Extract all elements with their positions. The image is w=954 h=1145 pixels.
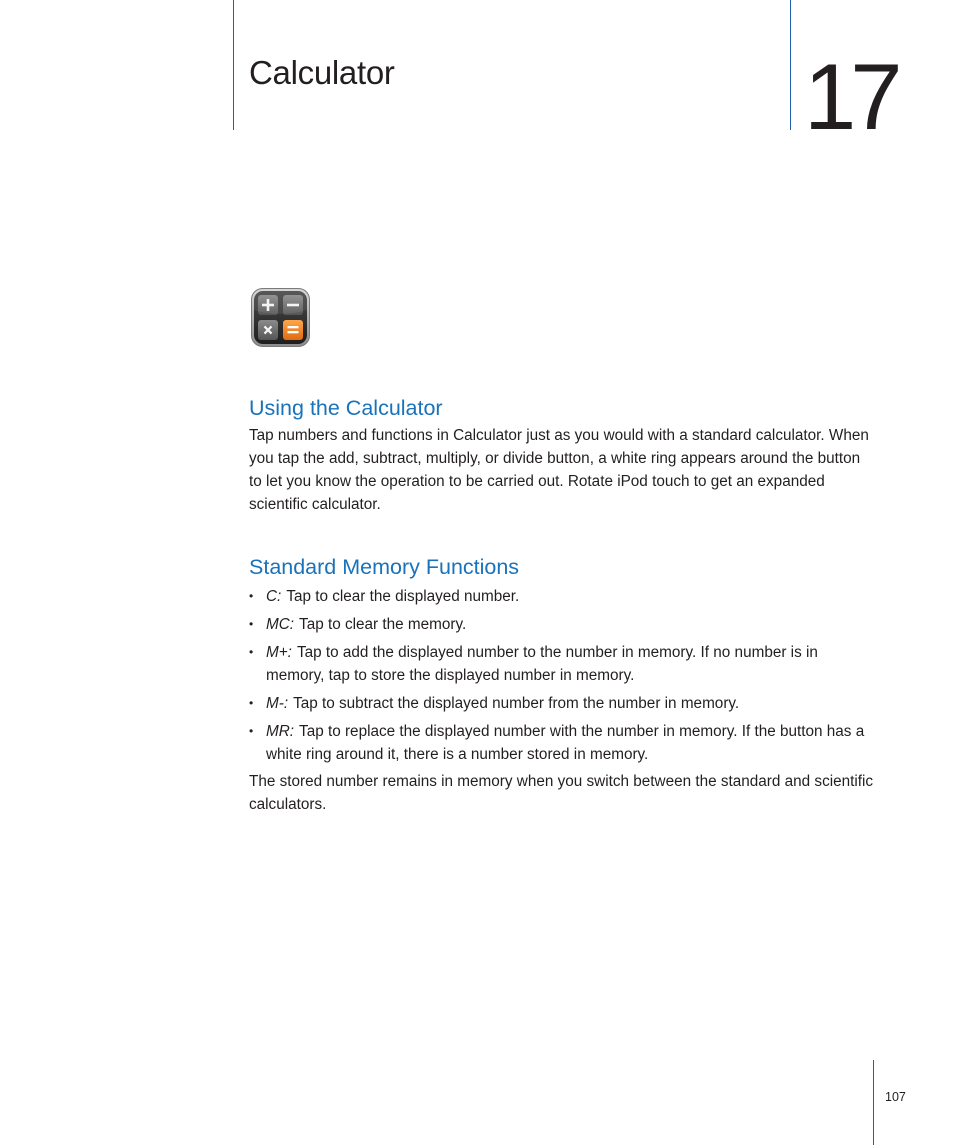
calculator-icon (251, 288, 310, 347)
equals-key (283, 320, 303, 340)
chapter-rule-left (233, 0, 234, 130)
page-number: 107 (885, 1090, 906, 1104)
function-term: MC: (266, 616, 295, 633)
chapter-title: Calculator (249, 54, 395, 91)
using-calculator-paragraph: Tap numbers and functions in Calculator just as you would with a standard calculator. When you tap the add, subtract, multiply, or divide button, a white ring appears around the button to let you know the operation to be carried out. Rotate iPod touch to get an expanded scientific calculator. (249, 427, 869, 513)
list-item (249, 613, 874, 636)
function-description: Tap to subtract the displayed number from the number in memory. (293, 695, 740, 712)
function-description: Tap to add the displayed number to the number in memory. If no number is in memory, tap to store the displayed number in memory. (266, 644, 818, 684)
footer-rule (873, 1060, 874, 1145)
function-term: M+: (266, 644, 292, 661)
section-heading-memory-functions: Standard Memory Functions (249, 555, 520, 579)
function-term: M-: (266, 695, 289, 712)
list-item (249, 720, 874, 766)
memory-functions-list (249, 585, 874, 766)
function-description: Tap to clear the memory. (299, 616, 467, 633)
stored-number-paragraph: The stored number remains in memory when you switch between the standard and scientific calculators. (249, 773, 874, 813)
list-item (249, 585, 874, 608)
list-item (249, 641, 874, 687)
chapter-number: 17 (804, 44, 897, 149)
function-description: Tap to replace the displayed number with the number in memory. If the button has a white ring around it, there is a number stored in memory. (266, 723, 865, 763)
function-description: Tap to clear the displayed number. (286, 588, 520, 605)
section-heading-using-calculator: Using the Calculator (249, 396, 443, 420)
function-term: MR: (266, 723, 295, 740)
calculator-app-icon (251, 288, 310, 347)
function-term: C: (266, 588, 282, 605)
list-item (249, 692, 874, 715)
chapter-rule-right (790, 0, 791, 130)
